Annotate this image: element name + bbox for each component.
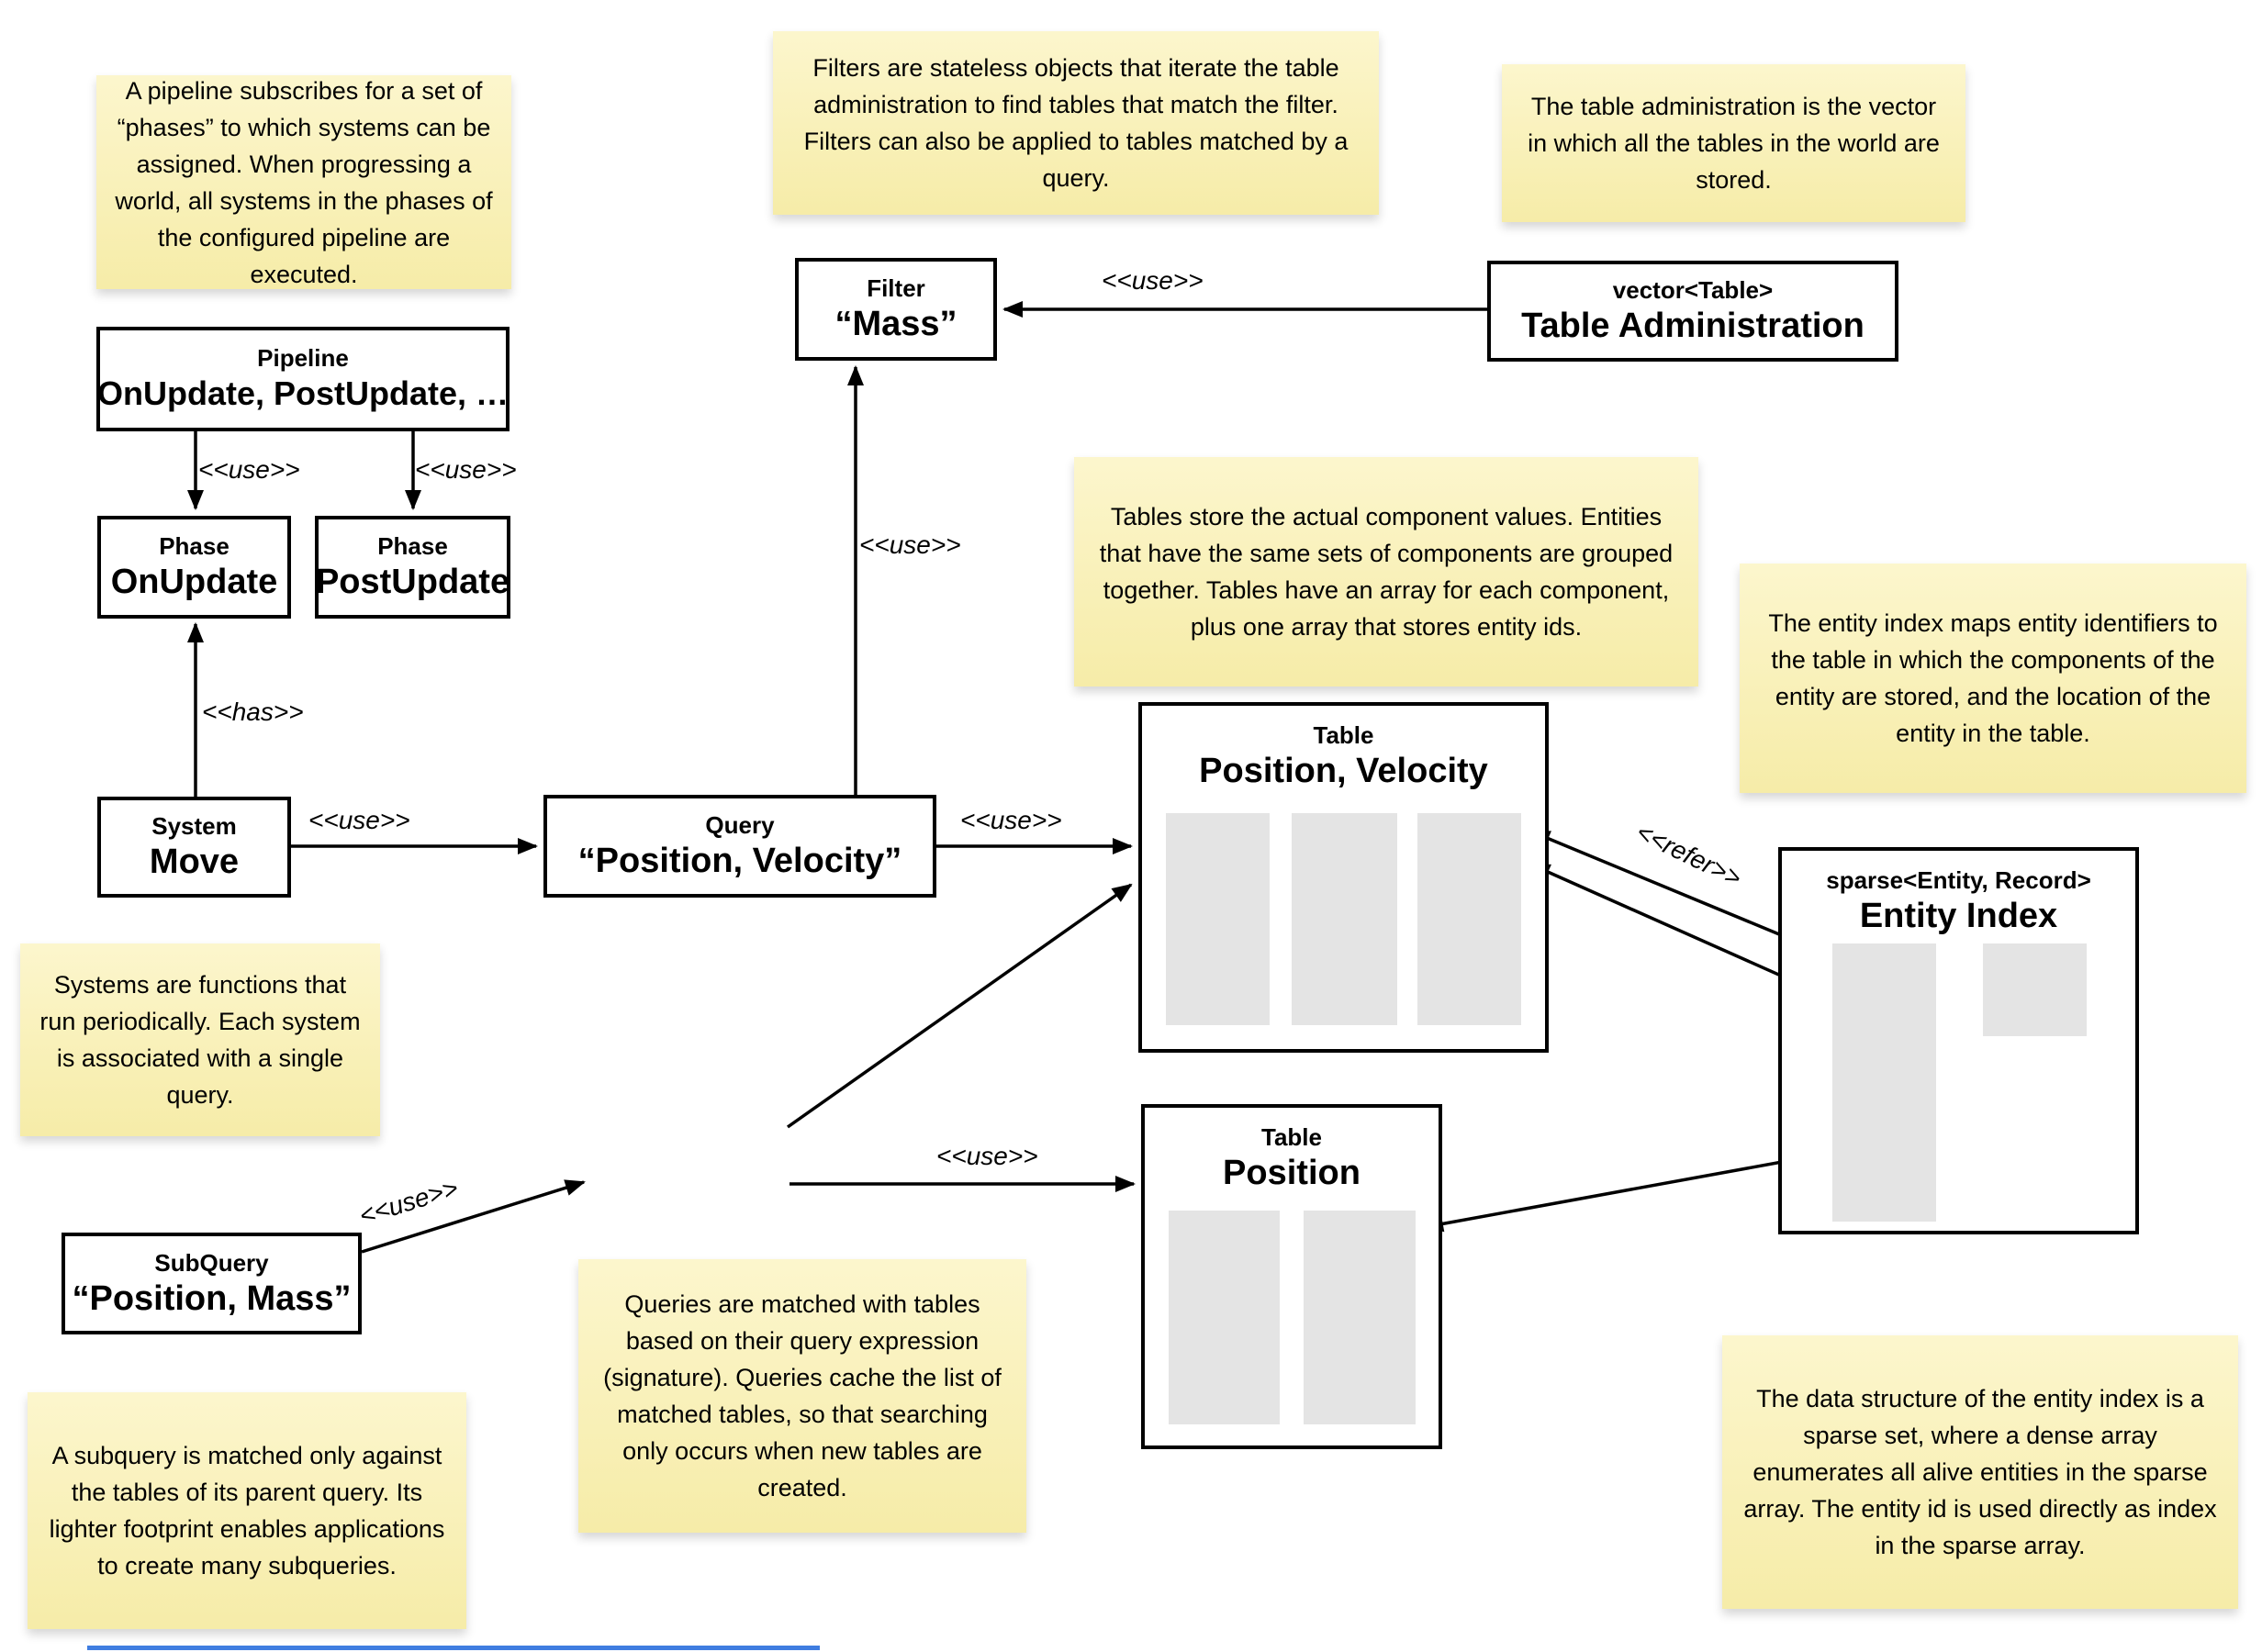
box-table-position-velocity-stereotype: Table [1313,721,1374,749]
edge-label-use: <<use>> [308,806,410,834]
note-pipeline [96,75,511,289]
box-pipeline-stereotype: Pipeline [257,344,349,372]
note-subquery [28,1392,466,1629]
box-system-move-name: Move [149,843,240,881]
sparse-array [1832,943,1936,1222]
component-array [1292,813,1397,1025]
box-table-administration-stereotype: vector<Table> [1612,276,1774,304]
edge-label-use: <<use>> [960,806,1062,834]
box-table-administration-name: Table Administration [1521,307,1864,345]
box-entity-index [1778,847,2139,1234]
box-phase-postupdate [315,516,510,619]
edge-label-use: <<use>> [415,455,517,484]
box-entity-index-stereotype: sparse<Entity, Record> [1826,866,2091,894]
edge-label-use: <<use>> [355,1173,462,1231]
box-table-position-velocity [1138,702,1549,1053]
box-subquery [62,1233,362,1334]
component-array [1304,1211,1416,1424]
box-pipeline-name: OnUpdate, PostUpdate, … [96,374,510,412]
note-systems [20,943,380,1136]
box-table-position-name: Position [1223,1154,1361,1192]
edge-label-use: <<use>> [936,1142,1038,1170]
note-entity-index [1740,564,2246,793]
box-subquery-stereotype: SubQuery [154,1248,269,1277]
box-query-position-velocity-name: “Position, Velocity” [577,842,902,880]
note-tables-text: Tables store the actual component values. Entities that have the same sets of components are grouped together. Tables have an array for each component, plus one array that stores entity ids. [1099,503,1674,641]
box-filter-mass-stereotype: Filter [867,274,925,302]
note-entity-index-text: The entity index maps entity identifiers to the table in which the components of the entity are stored, and the location of the entity in the table. [1768,609,2218,747]
edge-entity-index-to-table-pos [1425,1153,1832,1227]
edge-label-use: <<use>> [1102,266,1204,295]
component-array [1166,813,1270,1025]
box-system-move [97,797,291,898]
box-subquery-name: “Position, Mass” [72,1278,352,1318]
box-query-position-velocity-stereotype: Query [705,811,775,839]
edge-label-refer: <<refer>> [1631,817,1746,893]
note-sparse-set-text: The data structure of the entity index is a sparse set, where a dense array enumerates all alive entities in the sparse array. The entity id is used directly as index in the sparse array. [1743,1385,2217,1559]
box-table-administration [1487,261,1898,362]
box-system-move-stereotype: System [151,812,237,840]
box-table-position [1141,1104,1442,1449]
box-query-position-velocity [543,795,936,898]
edge-label-use: <<use>> [859,530,961,559]
note-table-administration-text: The table administration is the vector in which all the tables in the world are stored. [1528,93,1940,194]
box-phase-onupdate-name: OnUpdate [110,563,278,601]
edge-label-use: <<use>> [198,455,300,484]
box-phase-onupdate [97,516,291,619]
note-subquery-text: A subquery is matched only against the tables of its parent query. Its lighter footprint enables applications to create many subqueries. [49,1442,445,1579]
box-table-position-stereotype: Table [1261,1123,1322,1151]
note-table-administration [1502,64,1965,222]
box-entity-index-name: Entity Index [1859,897,2058,935]
box-pipeline [96,327,510,431]
note-filters-text: Filters are stateless objects that iterate the table administration to find tables that match the filter. Filters can also be applied to tables matched by a query. [803,54,1349,192]
dense-array [1983,943,2087,1036]
note-tables [1074,457,1698,686]
edge-label-has: <<has>> [202,698,304,726]
edge-query-pos-to-table-pv [788,885,1131,1127]
box-phase-postupdate-stereotype: Phase [377,532,448,560]
component-array [1417,813,1521,1025]
box-phase-postupdate-name: PostUpdate [315,563,510,601]
box-filter-mass-name: “Mass” [834,305,957,343]
component-array [1169,1211,1280,1424]
note-pipeline-text: A pipeline subscribes for a set of “phases” to which systems can be assigned. When progressing a world, all systems in the phases of the configured pipeline are executed. [115,76,493,288]
note-filters [773,31,1379,215]
note-sparse-set [1722,1335,2238,1609]
note-systems-text: Systems are functions that run periodically. Each system is associated with a single query. [39,971,361,1109]
box-table-position-velocity-name: Position, Velocity [1199,752,1488,790]
note-queries [578,1259,1026,1533]
box-filter-mass [795,258,997,361]
bottom-blue-line [87,1646,820,1650]
note-queries-text: Queries are matched with tables based on their query expression (signature). Queries cache the list of matched tables, so that searching only occurs when new tables are created. [603,1290,1002,1501]
box-phase-onupdate-stereotype: Phase [159,532,230,560]
